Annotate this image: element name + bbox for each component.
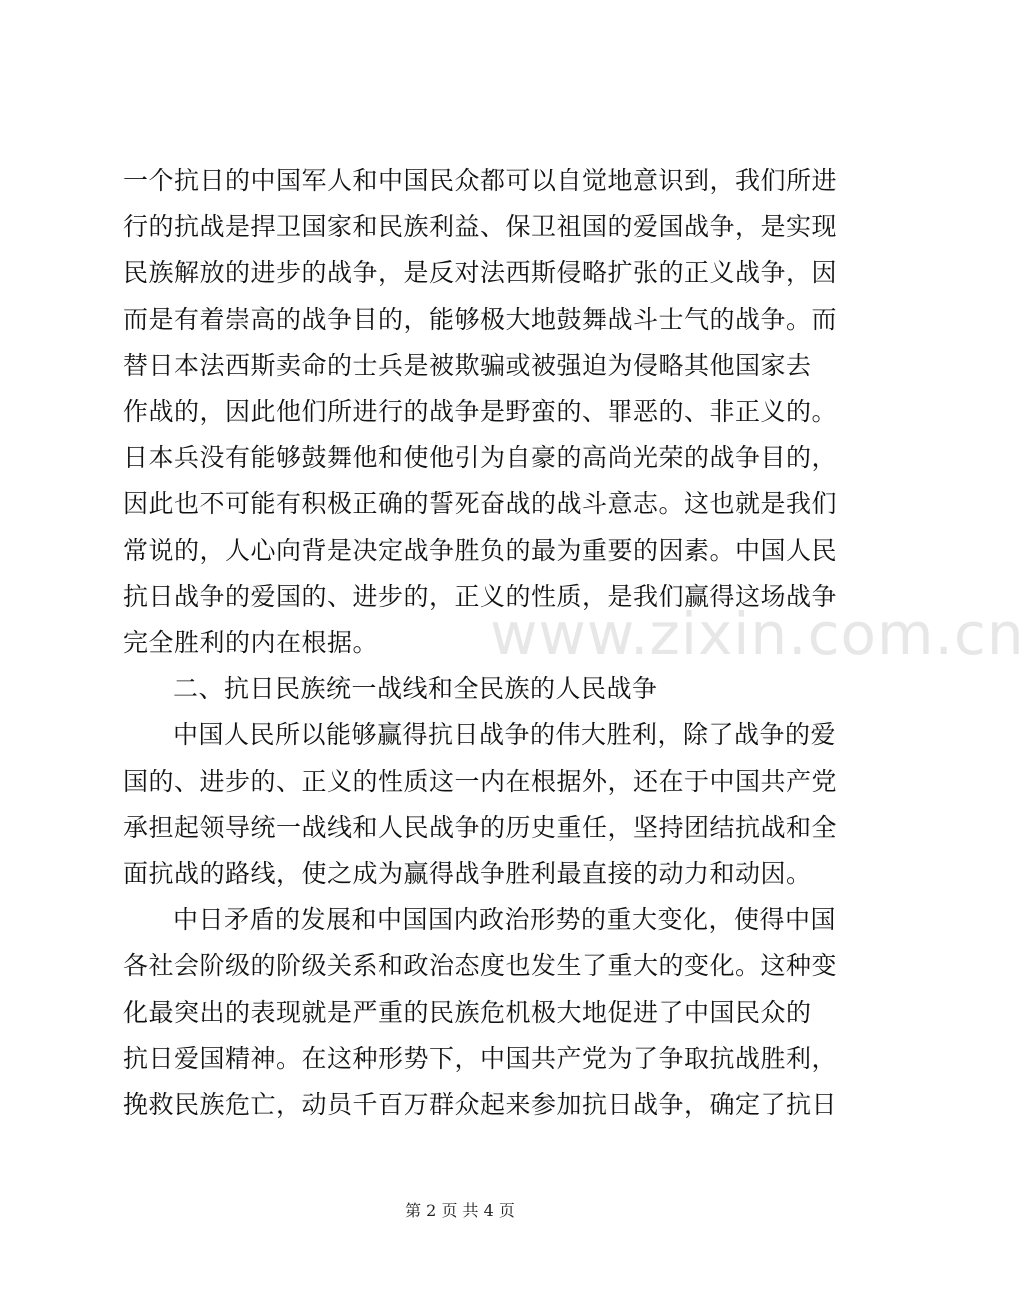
text-line: 因此也不可能有积极正确的誓死奋战的战斗意志。这也就是我们 bbox=[123, 489, 838, 518]
text-line: 承担起领导统一战线和人民战争的历史重任，坚持团结抗战和全 bbox=[123, 813, 838, 842]
text-line: 日本兵没有能够鼓舞他和使他引为自豪的高尚光荣的战争目的， bbox=[123, 443, 838, 472]
text-line: 行的抗战是捍卫国家和民族利益、保卫祖国的爱国战争，是实现 bbox=[123, 212, 838, 241]
page-footer: 第 2 页 共 4 页 bbox=[405, 1201, 515, 1220]
text-line: 抗日战争的爱国的、进步的，正义的性质，是我们赢得这场战争 bbox=[123, 582, 838, 611]
text-line: 国的、进步的、正义的性质这一内在根据外，还在于中国共产党 bbox=[123, 767, 838, 796]
text-line: 化最突出的表现就是严重的民族危机极大地促进了中国民众的 bbox=[123, 998, 812, 1027]
text-line: 完全胜利的内在根据。 bbox=[123, 628, 379, 657]
text-line: 面抗战的路线，使之成为赢得战争胜利最直接的动力和动因。 bbox=[123, 859, 812, 888]
text-line: 民族解放的进步的战争，是反对法西斯侵略扩张的正义战争，因 bbox=[123, 258, 838, 287]
text-line: 替日本法西斯卖命的士兵是被欺骗或被强迫为侵略其他国家去 bbox=[123, 351, 812, 380]
text-line: 一个抗日的中国军人和中国民众都可以自觉地意识到，我们所进 bbox=[123, 166, 838, 195]
text-line: 抗日爱国精神。在这种形势下，中国共产党为了争取抗战胜利， bbox=[123, 1044, 838, 1073]
text-line: 挽救民族危亡，动员千百万群众起来参加抗日战争，确定了抗日 bbox=[123, 1090, 838, 1119]
text-line: 各社会阶级的阶级关系和政治态度也发生了重大的变化。这种变 bbox=[123, 951, 838, 980]
text-line: 而是有着崇高的战争目的，能够极大地鼓舞战斗士气的战争。而 bbox=[123, 305, 838, 334]
watermark: www.zixin.com.cn bbox=[490, 600, 1025, 668]
text-line: 常说的，人心向背是决定战争胜负的最为重要的因素。中国人民 bbox=[123, 536, 838, 565]
text-line: 中国人民所以能够赢得抗日战争的伟大胜利，除了战争的爱 bbox=[173, 720, 837, 749]
text-line: 作战的，因此他们所进行的战争是野蛮的、罪恶的、非正义的。 bbox=[123, 397, 838, 426]
section-heading: 二、抗日民族统一战线和全民族的人民战争 bbox=[173, 674, 658, 703]
text-line: 中日矛盾的发展和中国国内政治形势的重大变化，使得中国 bbox=[173, 905, 837, 934]
